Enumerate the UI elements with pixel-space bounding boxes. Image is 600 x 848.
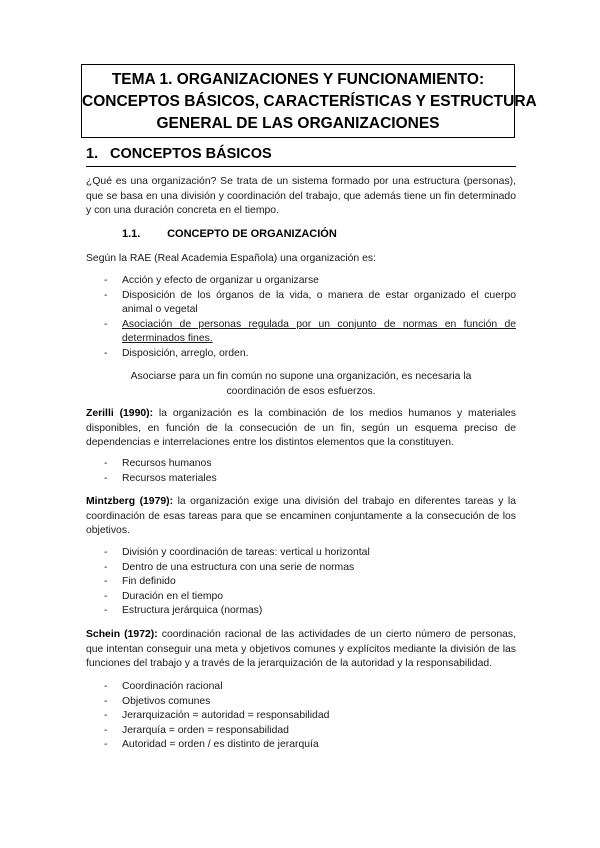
rae-list	[104, 274, 516, 361]
list-item: - Dentro de una estructura con una serie de normas	[104, 561, 516, 576]
subsection-number: 1.1.	[122, 228, 141, 240]
zerilli-list	[104, 457, 516, 486]
list-item: - Duración en el tiempo	[104, 590, 516, 605]
zerilli-text: la organización es la combinación de los medios humanos y materiales disponibles, en función de la consecución de un fin, según un esquema preciso de dependencias e interrelaciones entre los distintos elementos que la constituyen.	[86, 408, 516, 448]
list-item: - Acción y efecto de organizar u organizarse	[104, 274, 516, 289]
list-item: - Fin definido	[104, 575, 516, 590]
mintzberg-paragraph	[86, 495, 516, 539]
note-paragraph: Asociarse para un fin común no supone una organización, es necesaria la coordinación de esos esfuerzos.	[130, 371, 472, 397]
list-item: - Disposición de los órganos de la vida, o manera de estar organizado el cuerpo animal o vegetal	[104, 289, 516, 318]
list-item: - Recursos materiales	[104, 472, 516, 487]
subsection-title: CONCEPTO DE ORGANIZACIÓN	[167, 228, 337, 240]
schein-author: Schein (1972):	[86, 629, 158, 640]
schein-paragraph	[86, 628, 516, 672]
subsection-heading	[122, 228, 337, 240]
list-item: - Objetivos comunes	[104, 695, 516, 710]
title-line-1: TEMA 1. ORGANIZACIONES Y FUNCIONAMIENTO:	[111, 71, 485, 88]
list-item: - Jerarquización = autoridad = responsabilidad	[104, 709, 516, 724]
schein-list	[104, 680, 516, 753]
list-item: - Coordinación racional	[104, 680, 516, 695]
section-title: CONCEPTOS BÁSICOS	[110, 146, 272, 162]
list-item: - Autoridad = orden / es distinto de jerarquía	[104, 738, 516, 753]
list-item: - Disposición, arreglo, orden.	[104, 347, 516, 362]
section-number: 1.	[86, 146, 99, 162]
list-item: - Asociación de personas regulada por un conjunto de normas en función de determinados fines.	[104, 318, 516, 347]
mintzberg-text: la organización exige una división del trabajo en diferentes tareas y la coordinación de esas tareas para que se encaminen conjuntamente a la consecución de los objetivos.	[86, 496, 516, 536]
zerilli-paragraph	[86, 407, 516, 451]
list-item: - Recursos humanos	[104, 457, 516, 472]
zerilli-author: Zerilli (1990):	[86, 408, 154, 419]
document-title-box	[81, 64, 537, 138]
list-item: - Jerarquía = orden = responsabilidad	[104, 724, 516, 739]
mintzberg-list	[104, 546, 516, 619]
title-line-2: CONCEPTOS BÁSICOS, CARACTERÍSTICAS Y ESTRUCTURA	[82, 93, 537, 110]
intro-paragraph: ¿Qué es una organización? Se trata de un sistema formado por una estructura (personas), que se basa en una división y coordinación del trabajo, que además tiene un fin determinado y con una duración concreta en el tiempo.	[86, 176, 516, 216]
mintzberg-author: Mintzberg (1979):	[86, 496, 174, 507]
rae-intro: Según la RAE (Real Academia Española) una organización es:	[86, 253, 376, 264]
list-item: - División y coordinación de tareas: vertical u horizontal	[104, 546, 516, 561]
title-line-3: GENERAL DE LAS ORGANIZACIONES	[156, 115, 440, 132]
schein-text: coordinación racional de las actividades de un cierto número de personas, que intentan conseguir una meta y objetivos comunes y explícitos mediante la división de las funciones del trabajo y a través de la jerarquización de la autoridad y la responsabilidad.	[86, 629, 516, 669]
section-heading-1	[86, 146, 516, 167]
list-item: - Estructura jerárquica (normas)	[104, 604, 516, 619]
